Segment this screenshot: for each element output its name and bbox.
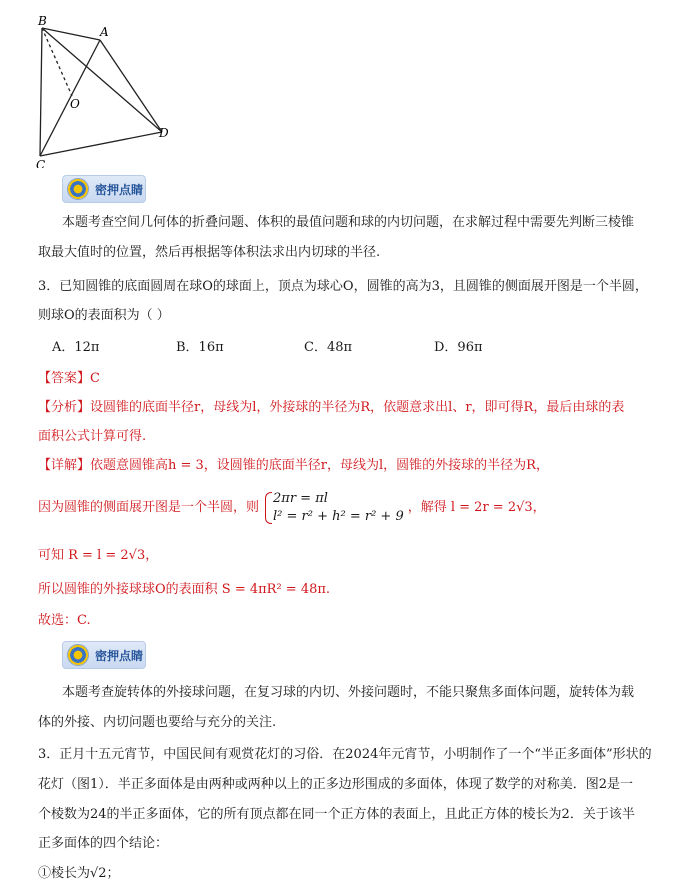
badge-label: 密押点睛 [95, 182, 144, 197]
option-c: C．48π [304, 340, 353, 355]
detail-line2-pre: 因为圆锥的侧面展开图是一个半圆，则 [38, 500, 260, 515]
label-a: A [100, 25, 109, 39]
analysis-line2: 面积公式计算可得. [38, 429, 147, 444]
q3b-line3: 个棱数为24的半正多面体，它的所有顶点都在同一个正方体的表面上，且此正方体的棱长为2．关于该半 [38, 807, 635, 822]
answer-line: 【答案】C [38, 371, 100, 386]
key-point-badge [62, 175, 146, 203]
label-o: O [70, 97, 80, 111]
pyramid-figure [28, 8, 188, 168]
detail-line3: 可知 R = l = 2√3， [38, 548, 159, 563]
label-c: C [36, 158, 46, 168]
badge-label-2: 密押点睛 [95, 648, 144, 663]
target-icon [67, 178, 89, 200]
label-d: D [159, 126, 169, 140]
q3b-line1: 3．正月十五元宵节，中国民间有观赏花灯的习俗．在2024年元宵节，小明制作了一个“半正多面体”形状的 [38, 747, 652, 762]
target-icon [67, 644, 89, 666]
note1-line1: 本题考查空间几何体的折叠问题、体积的最值问题和球的内切问题，在求解过程中需要先判断三棱锥 [62, 215, 635, 230]
detail-line5: 故选：C. [38, 613, 91, 628]
detail-line1: 【详解】依题意圆锥高h = 3，设圆锥的底面半径r，母线为l，圆锥的外接球的半径为R， [38, 458, 549, 473]
analysis-line1: 【分析】设圆锥的底面半径r，母线为l，外接球的半径为R，依题意求出l、r，即可得R，最后由球的表 [38, 400, 625, 415]
q3-options [52, 338, 483, 358]
equation-system [263, 490, 404, 526]
note1-line2: 取最大值时的位置，然后再根据等体积法求出内切球的半径. [38, 245, 381, 260]
detail-line2-post: ，解得 l = 2r = 2√3， [407, 500, 546, 515]
equation-2: l² = r² + h² = r² + 9 [273, 509, 404, 524]
label-b: B [38, 14, 47, 28]
detail-line4: 所以圆锥的外接球球O的表面积 S = 4πR² = 48π. [38, 582, 331, 597]
q3b-line4: 正多面体的四个结论： [38, 836, 169, 851]
q3-line1: 3．已知圆锥的底面圆周在球O的球面上，顶点为球心O，圆锥的高为3，且圆锥的侧面展开图是一个半圆， [38, 279, 648, 294]
key-point-badge-2 [62, 641, 146, 669]
q3b-line2: 花灯（图1）．半正多面体是由两种或两种以上的正多边形围成的多面体，体现了数学的对称美．图2是一 [38, 777, 634, 792]
note2-line1: 本题考查旋转体的外接球问题，在复习球的内切、外接问题时，不能只聚焦多面体问题，旋转体为载 [62, 685, 635, 700]
option-a: A．12π [52, 340, 100, 355]
option-b: B．16π [176, 340, 224, 355]
note2-line2: 体的外接、内切问题也要给与充分的关注. [38, 715, 277, 730]
equation-1: 2πr = πl [273, 491, 328, 506]
q3-line2: 则球O的表面积为（ ） [38, 308, 170, 323]
q3b-item1: ①棱长为√2； [38, 866, 120, 881]
option-d: D．96π [434, 340, 483, 355]
detail-line2 [38, 490, 546, 526]
